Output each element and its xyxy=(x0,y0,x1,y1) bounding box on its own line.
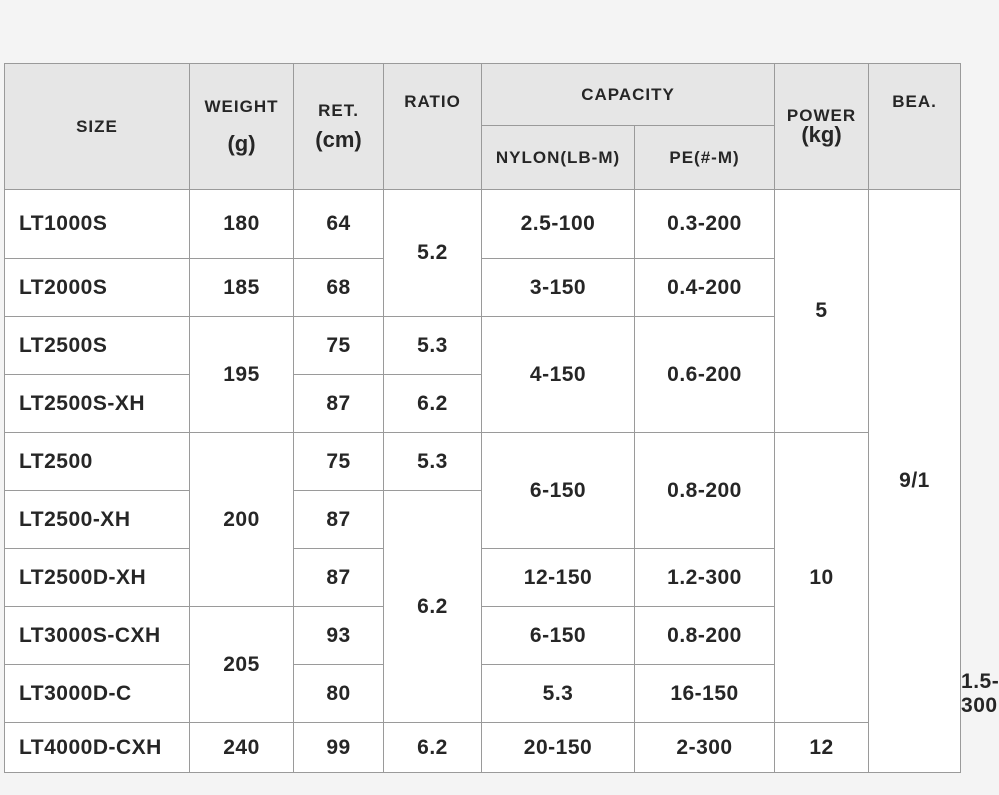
table-row: LT3000D-C 80 5.3 16-150 1.5-300 xyxy=(5,665,961,723)
cell-weight: 205 xyxy=(190,607,294,723)
table-row xyxy=(5,723,961,773)
cell-size: LT3000D-C xyxy=(5,665,190,723)
header-power-label: POWER xyxy=(786,105,857,125)
header-ratio xyxy=(384,64,482,190)
cell-weight: 200 xyxy=(190,433,294,607)
cell-nylon: 20-150 xyxy=(482,723,635,773)
cell-ratio: 6.2 xyxy=(384,375,482,433)
header-weight-label: WEIGHT xyxy=(204,96,279,116)
cell-size: LT1000S xyxy=(5,190,190,259)
cell-ret: 87 xyxy=(294,549,384,607)
header-power xyxy=(775,64,869,190)
table-row xyxy=(5,190,961,259)
cell-ratio: 6.2 xyxy=(384,723,482,773)
reel-spec-table xyxy=(4,63,999,773)
cell-ratio: 5.3 xyxy=(482,665,635,723)
cell-ret: 93 xyxy=(294,607,384,665)
header-ret xyxy=(294,64,384,190)
header-pe-label: PE(#-M) xyxy=(669,147,740,167)
cell-size: LT2500S-XH xyxy=(5,375,190,433)
cell-pe: 0.4-200 xyxy=(635,259,775,317)
top-margin xyxy=(0,0,960,63)
table-body xyxy=(5,190,999,773)
header-nylon-label: NYLON(LB-M) xyxy=(495,147,621,167)
cell-ratio: 6.2 xyxy=(384,491,482,723)
cell-power: 12 xyxy=(775,723,869,773)
cell-power: 5 xyxy=(775,190,869,433)
cell-nylon: 6-150 xyxy=(482,433,635,549)
cell-size: LT2500-XH xyxy=(5,491,190,549)
cell-pe: 1.2-300 xyxy=(635,549,775,607)
header-ret-unit: (cm) xyxy=(315,126,362,152)
header-bea-label: BEA. xyxy=(892,92,937,111)
cell-size: LT3000S-CXH xyxy=(5,607,190,665)
cell-pe: 0.3-200 xyxy=(635,190,775,259)
cell-weight: 195 xyxy=(190,317,294,433)
header-capacity xyxy=(482,64,775,126)
header-bea xyxy=(869,64,961,190)
cell-ret: 80 xyxy=(294,665,384,723)
cell-ret: 64 xyxy=(294,190,384,259)
cell-weight: 240 xyxy=(190,723,294,773)
cell-pe: 2-300 xyxy=(635,723,775,773)
cell-pe: 0.8-200 xyxy=(635,607,775,665)
cell-power: 10 xyxy=(775,433,869,723)
header-size-label: SIZE xyxy=(76,116,118,136)
cell-size: LT2500S xyxy=(5,317,190,375)
cell-nylon: 16-150 xyxy=(635,665,775,723)
header-power-unit: (kg) xyxy=(801,121,842,147)
cell-ret: 87 xyxy=(294,375,384,433)
cell-pe: 0.8-200 xyxy=(635,433,775,549)
cell-ratio: 5.3 xyxy=(384,433,482,491)
cell-size: LT2500D-XH xyxy=(5,549,190,607)
cell-bea: 9/1 xyxy=(869,190,961,773)
cell-ret: 99 xyxy=(294,723,384,773)
table-row xyxy=(5,433,961,491)
cell-nylon: 4-150 xyxy=(482,317,635,433)
cell-nylon: 2.5-100 xyxy=(482,190,635,259)
cell-size: LT4000D-CXH xyxy=(5,723,190,773)
cell-nylon: 6-150 xyxy=(482,607,635,665)
cell-ret: 87 xyxy=(294,491,384,549)
cell-size: LT2500 xyxy=(5,433,190,491)
cell-nylon: 3-150 xyxy=(482,259,635,317)
cell-weight: 180 xyxy=(190,190,294,259)
cell-size: LT2000S xyxy=(5,259,190,317)
header-ret-label: RET. xyxy=(318,100,359,120)
cell-weight: 185 xyxy=(190,259,294,317)
cell-pe: 0.6-200 xyxy=(635,317,775,433)
cell-ret: 75 xyxy=(294,317,384,375)
cell-ret: 68 xyxy=(294,259,384,317)
header-pe xyxy=(635,126,775,190)
cell-ratio: 5.3 xyxy=(384,317,482,375)
cell-nylon: 12-150 xyxy=(482,549,635,607)
header-size xyxy=(5,64,190,190)
header-capacity-label: CAPACITY xyxy=(581,84,675,104)
table-header xyxy=(5,64,961,190)
header-ratio-label: RATIO xyxy=(404,92,461,111)
header-weight-unit: (g) xyxy=(227,130,256,156)
cell-ratio: 5.2 xyxy=(384,190,482,317)
header-nylon xyxy=(482,126,635,190)
cell-ret: 75 xyxy=(294,433,384,491)
header-weight xyxy=(190,64,294,190)
